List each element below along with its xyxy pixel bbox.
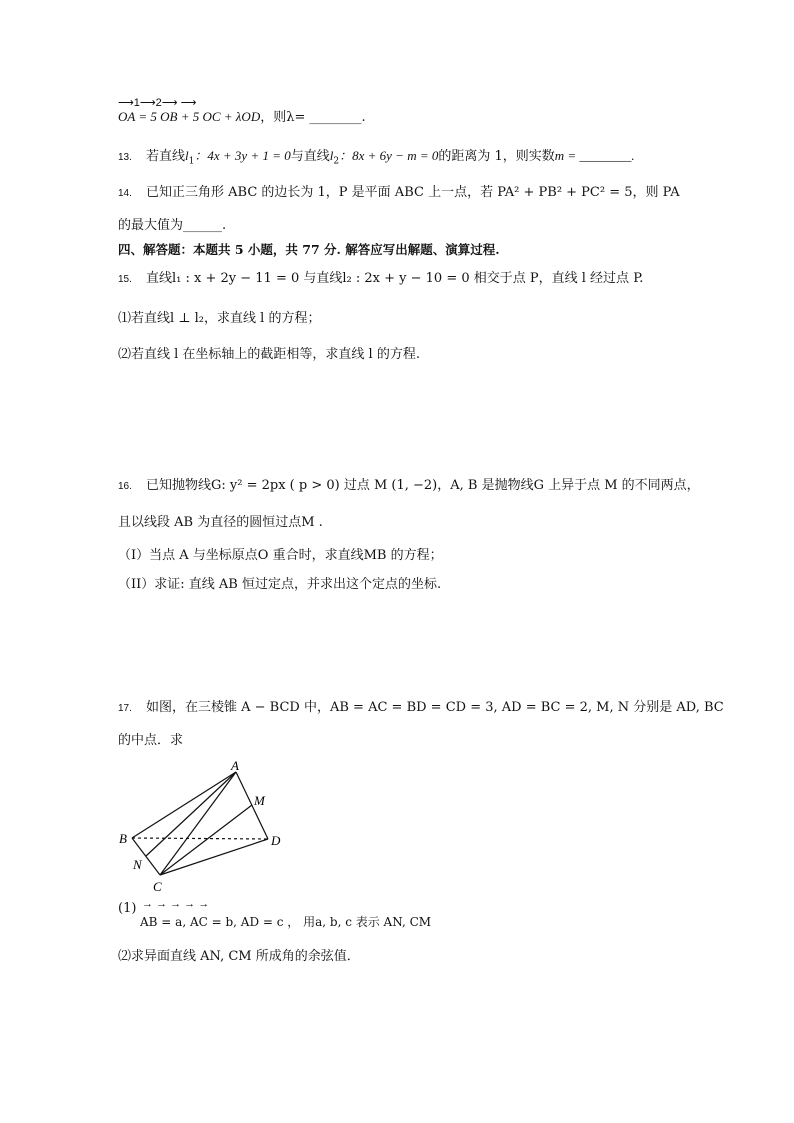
q17-part-1-label: (1) <box>118 901 137 916</box>
q13-l2-sub: 2 <box>333 156 340 167</box>
edge-cm <box>160 805 252 875</box>
q16-text-1: 已知抛物线G: y² = 2px ( p > 0) 过点 M (1, −2)，A, B 是抛物线G 上异于点 M 的不同两点， <box>146 478 700 493</box>
q15-line-1 <box>118 270 643 289</box>
q17-number: 17. <box>118 703 132 714</box>
q13-eq1: ：4x + 3y + 1 = 0 <box>194 148 291 163</box>
pyramid-figure <box>110 755 310 900</box>
label-n: N <box>133 857 142 872</box>
q14-line-1 <box>118 184 680 203</box>
q17-line-2: 的中点．求 <box>118 733 184 748</box>
q16-part-2: （II）求证: 直线 AB 恒过定点，并求出这个定点的坐标. <box>118 577 442 592</box>
q15-part-1: ⑴若直线l ⊥ l₂，求直线 l 的方程； <box>118 311 321 326</box>
q13-l1-sub: 1 <box>188 156 195 167</box>
q17-part-2: ⑵求异面直线 AN, CM 所成角的余弦值． <box>118 949 360 964</box>
edge-an <box>146 772 236 856</box>
label-m: M <box>254 793 265 808</box>
q15-part-2: ⑵若直线 l 在坐标轴上的截距相等，求直线 l 的方程. <box>118 347 420 362</box>
q13-number: 13. <box>118 152 132 163</box>
q17-part-1-arrows: → → → → → <box>142 898 210 910</box>
q12-tail: ，则λ= ________. <box>260 110 366 125</box>
q15-number: 15. <box>118 274 132 285</box>
label-a: A <box>231 758 239 773</box>
edge-bd-hidden <box>132 838 268 839</box>
label-b: B <box>119 831 127 846</box>
label-d: D <box>271 833 281 848</box>
edge-ab <box>132 772 236 838</box>
q13-l1: l <box>185 148 189 163</box>
q12-formula: OA = 5 OB + 5 OC + λOD <box>118 109 261 124</box>
q12-line <box>118 108 366 127</box>
q13-line <box>118 147 635 171</box>
section-4-heading: 四、解答题：本题共 5 小题，共 77 分. 解答应写出解题、演算过程. <box>118 242 500 257</box>
label-c: C <box>153 879 162 894</box>
q15-text-1: 直线l₁ : x + 2y − 11 = 0 与直线l₂ : 2x + y − 10 = 0 相交于点 P，直线 l 经过点 P. <box>146 271 644 286</box>
q14-text-1: 已知正三角形 ABC 的边长为 1，P 是平面 ABC 上一点，若 PA² + PB² + PC² = 5，则 PA <box>146 185 680 200</box>
q16-part-1: （I）当点 A 与坐标原点O 重合时，求直线MB 的方程； <box>118 548 443 563</box>
q17-part-1: AB = a, AC = b, AD = c ， 用a, b, c 表示 AN, CM <box>140 915 432 929</box>
q17-line-1 <box>118 699 724 718</box>
q12-vector-marks: ⟶1⟶2⟶ ⟶ <box>118 97 197 109</box>
q13-l2: l <box>329 148 334 163</box>
q13-mid: 与直线 <box>290 149 330 164</box>
q13-eq2: ：8x + 6y − m = 0 <box>339 148 439 163</box>
edge-cd <box>160 839 268 875</box>
q13-text-b: 的距离为 1，则实数 <box>438 149 555 164</box>
q16-line-2: 且以线段 AB 为直径的圆恒过点M . <box>118 515 323 530</box>
q16-number: 16. <box>118 481 132 492</box>
q16-line-1 <box>118 477 700 496</box>
q14-number: 14. <box>118 188 132 199</box>
q17-text-1: 如图，在三棱锥 A − BCD 中，AB = AC = BD = CD = 3, AD = BC = 2, M, N 分别是 AD, BC <box>146 700 724 715</box>
q14-line-2: 的最大值为______. <box>118 218 227 233</box>
edge-ac <box>160 772 236 875</box>
q13-text-a: 若直线 <box>146 149 186 164</box>
q13-m-eq: m = ________. <box>554 148 635 163</box>
